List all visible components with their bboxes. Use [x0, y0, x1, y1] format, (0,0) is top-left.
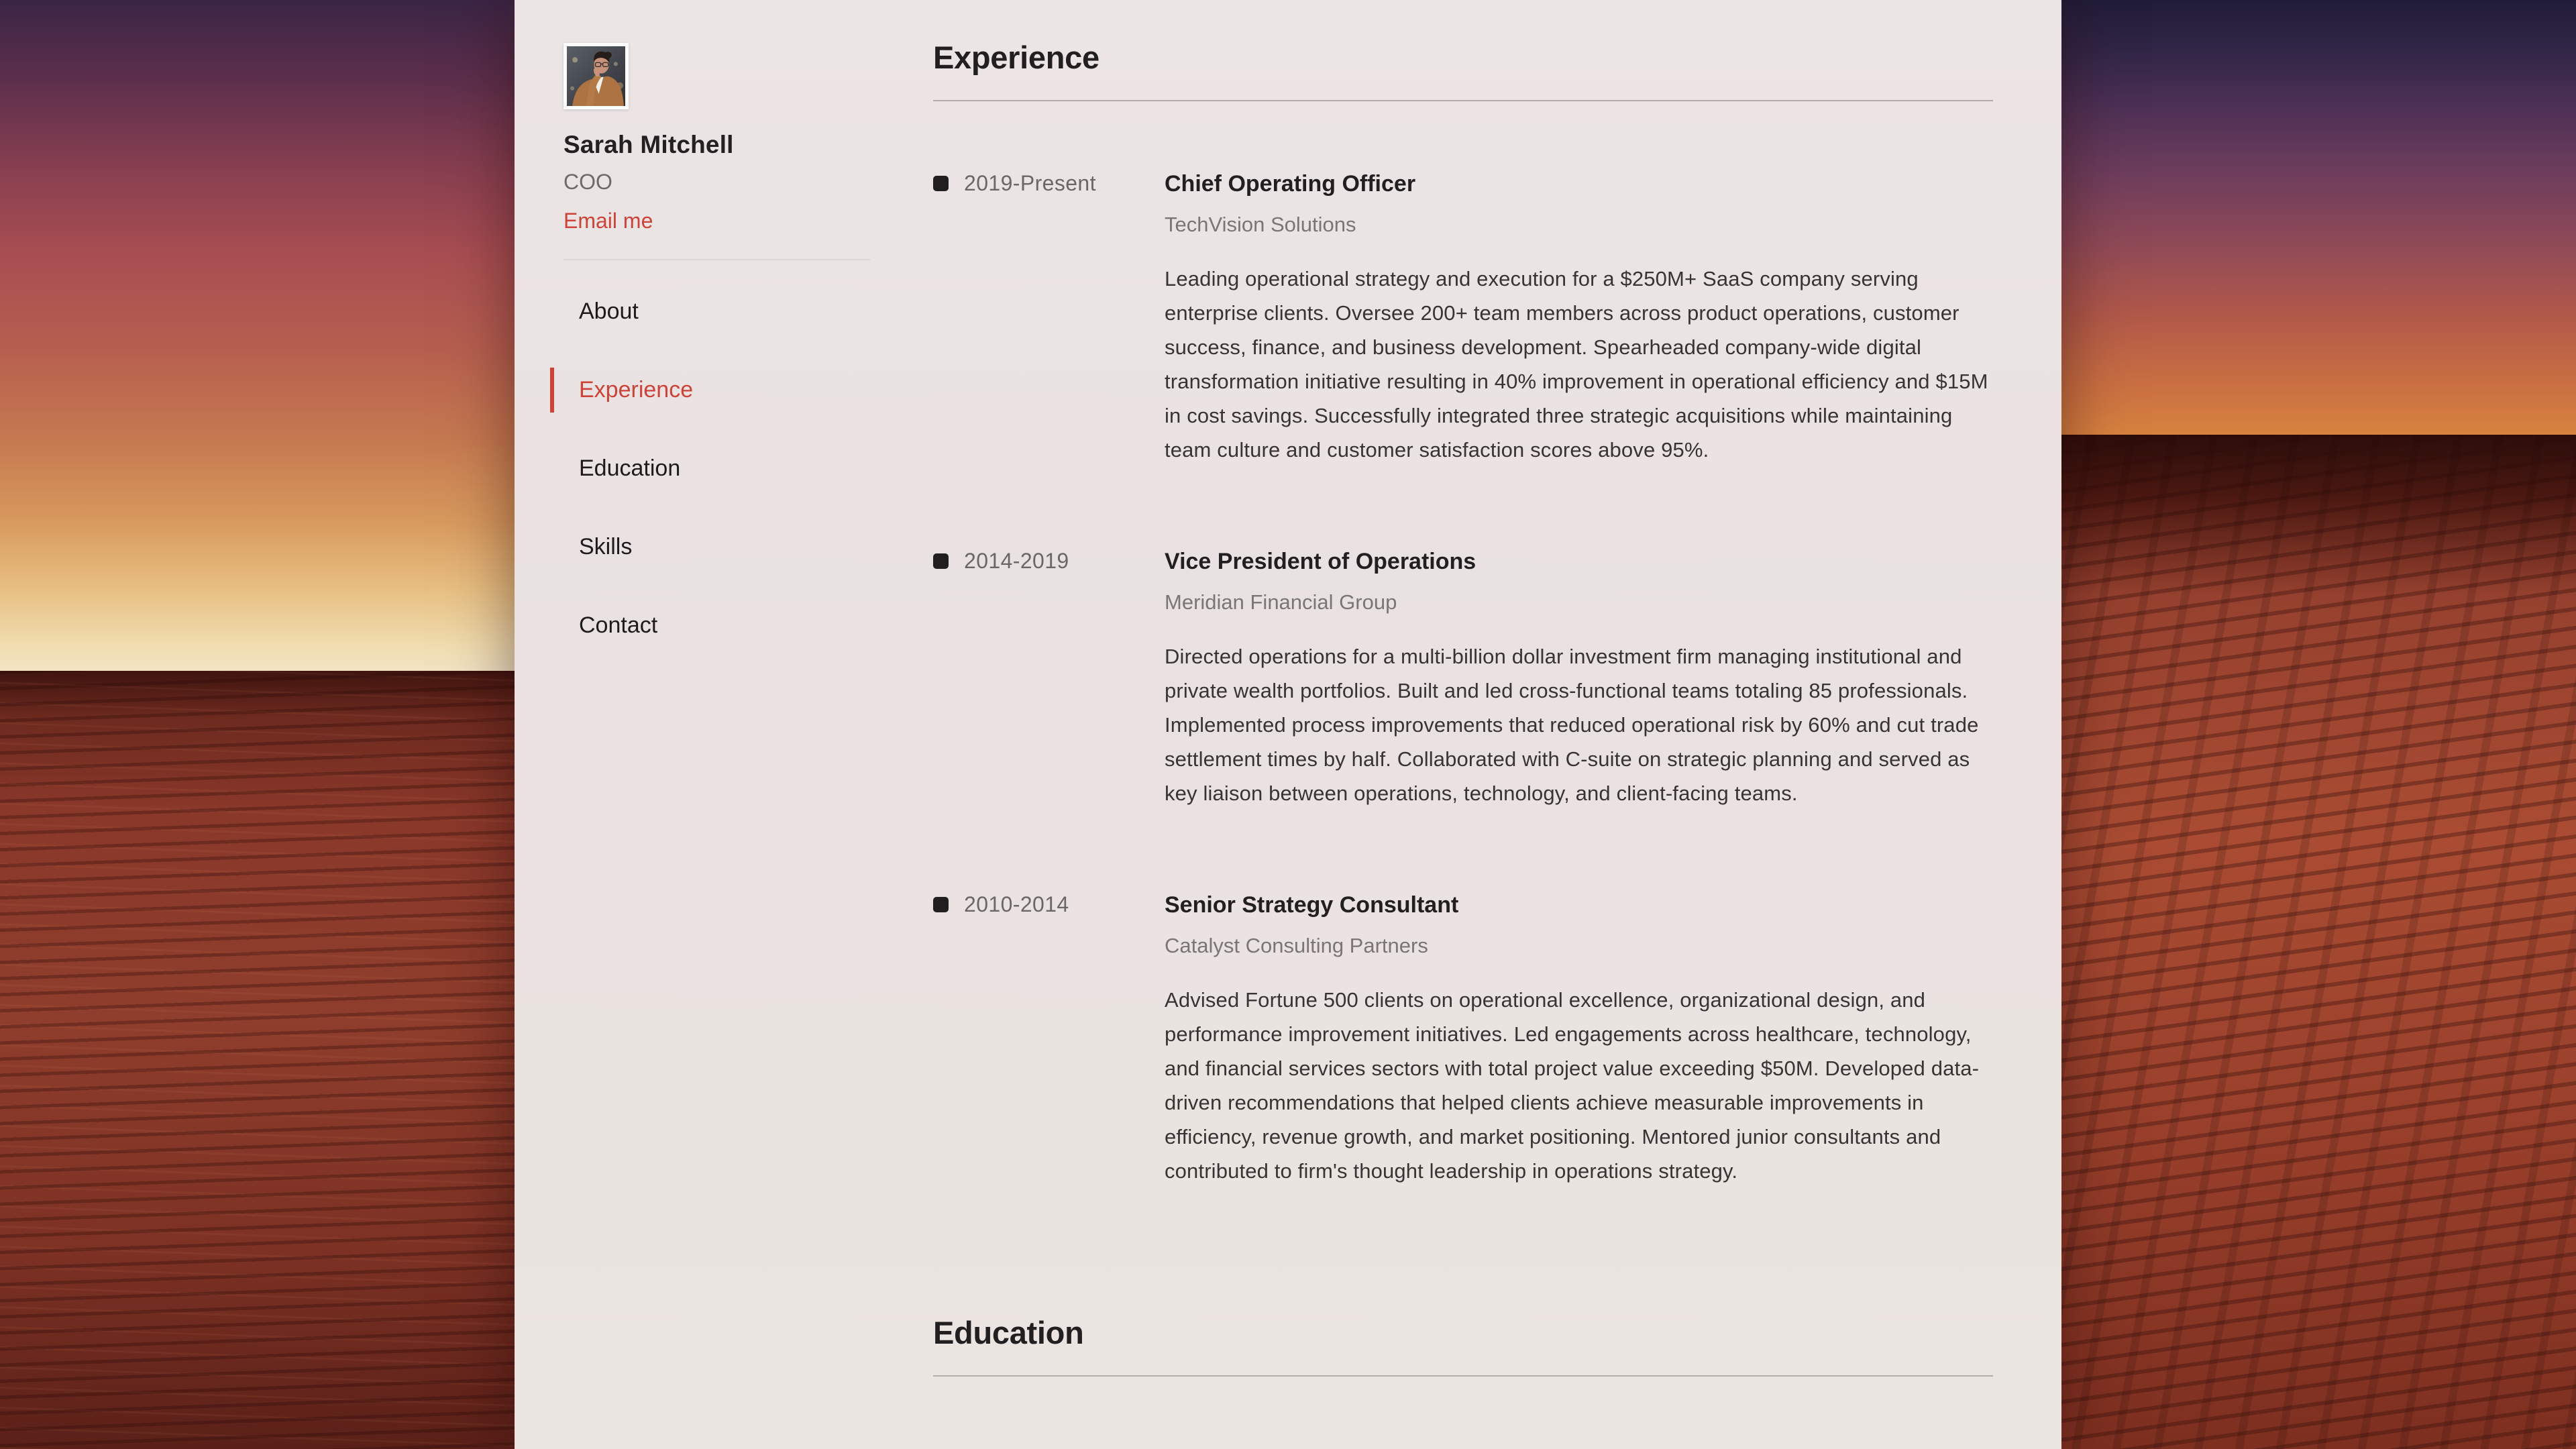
entry-period-cell [933, 171, 1165, 467]
entry-company: TechVision Solutions [1165, 213, 1356, 236]
background-desert-left [0, 0, 530, 1449]
timeline-marker-icon [933, 176, 949, 191]
experience-divider [933, 100, 1993, 101]
sidebar-item-contact[interactable]: Contact [579, 612, 658, 638]
sidebar-item-education[interactable]: Education [579, 455, 681, 481]
sand-dunes-right [2046, 435, 2576, 1449]
sidebar-item-experience[interactable]: Experience [550, 368, 933, 413]
timeline-entry [933, 171, 1993, 467]
sunset-sky-right [2046, 0, 2576, 435]
entry-company: Meridian Financial Group [1165, 590, 1397, 614]
entry-body [1165, 549, 1993, 810]
entry-description: Advised Fortune 500 clients on operational excellence, organizational design, and performance improvement initiatives. Led engagements across healthcare, technology, and financial services sectors with total project value exceeding $50M. Developed data-driven recommendations that helped clients achieve measurable improvements in efficiency, revenue growth, and market positioning. Mentored junior consultants and contributed to firm's thought leadership in operations strategy. [1165, 988, 1980, 1183]
sunset-sky-left [0, 0, 530, 671]
entry-role: Vice President of Operations [1165, 549, 1477, 574]
experience-section [933, 39, 1993, 1188]
sidebar-divider [564, 259, 870, 260]
sidebar [515, 0, 933, 1449]
entry-body [1165, 171, 1993, 467]
sidebar-item-skills[interactable]: Skills [579, 534, 633, 559]
timeline-entry [933, 892, 1993, 1188]
sidebar-nav [564, 289, 933, 648]
entry-period: 2014-2019 [964, 549, 1069, 573]
profile-name: Sarah Mitchell [564, 131, 734, 158]
experience-heading: Experience [933, 40, 1099, 75]
timeline-marker-icon [933, 897, 949, 912]
entry-period: 2010-2014 [964, 892, 1069, 916]
sand-dunes-left [0, 671, 530, 1449]
entry-period-cell [933, 892, 1165, 1188]
entry-company: Catalyst Consulting Partners [1165, 934, 1428, 957]
timeline-marker-icon [933, 553, 949, 569]
entry-period-cell [933, 549, 1165, 810]
resume-card [515, 0, 2061, 1449]
education-heading: Education [933, 1315, 1084, 1350]
main-content [933, 0, 2061, 1449]
profile-photo [564, 43, 629, 109]
entry-description: Leading operational strategy and execution for a $250M+ SaaS company serving enterprise clients. Oversee 200+ team members across product operations, customer success, finance, and business development. Spearheaded company-wide digital transformation initiative resulting in 40% improvement in operational efficiency and $15M in cost savings. Successfully integrated three strategic acquisitions while maintaining team culture and customer satisfaction scores above 95%. [1165, 267, 1988, 462]
entry-role: Senior Strategy Consultant [1165, 892, 1459, 918]
education-section [933, 1314, 1993, 1377]
profile-role: COO [564, 170, 612, 194]
sidebar-item-about[interactable]: About [579, 299, 639, 324]
entry-period: 2019-Present [964, 171, 1096, 195]
background-desert-right [2046, 0, 2576, 1449]
entry-description: Directed operations for a multi-billion dollar investment firm managing institutional and private wealth portfolios. Built and led cross-functional teams totaling 85 professionals. Implemented process improvements that reduced operational risk by 60% and cut trade settlement times by half. Collaborated with C-suite on strategic planning and served as key liaison between operations, technology, and client-facing teams. [1165, 645, 1979, 805]
profile-photo-illustration [567, 46, 625, 106]
education-divider [933, 1375, 1993, 1377]
timeline-entry [933, 549, 1993, 810]
email-link[interactable]: Email me [564, 209, 653, 233]
entry-body [1165, 892, 1993, 1188]
entry-role: Chief Operating Officer [1165, 171, 1416, 197]
